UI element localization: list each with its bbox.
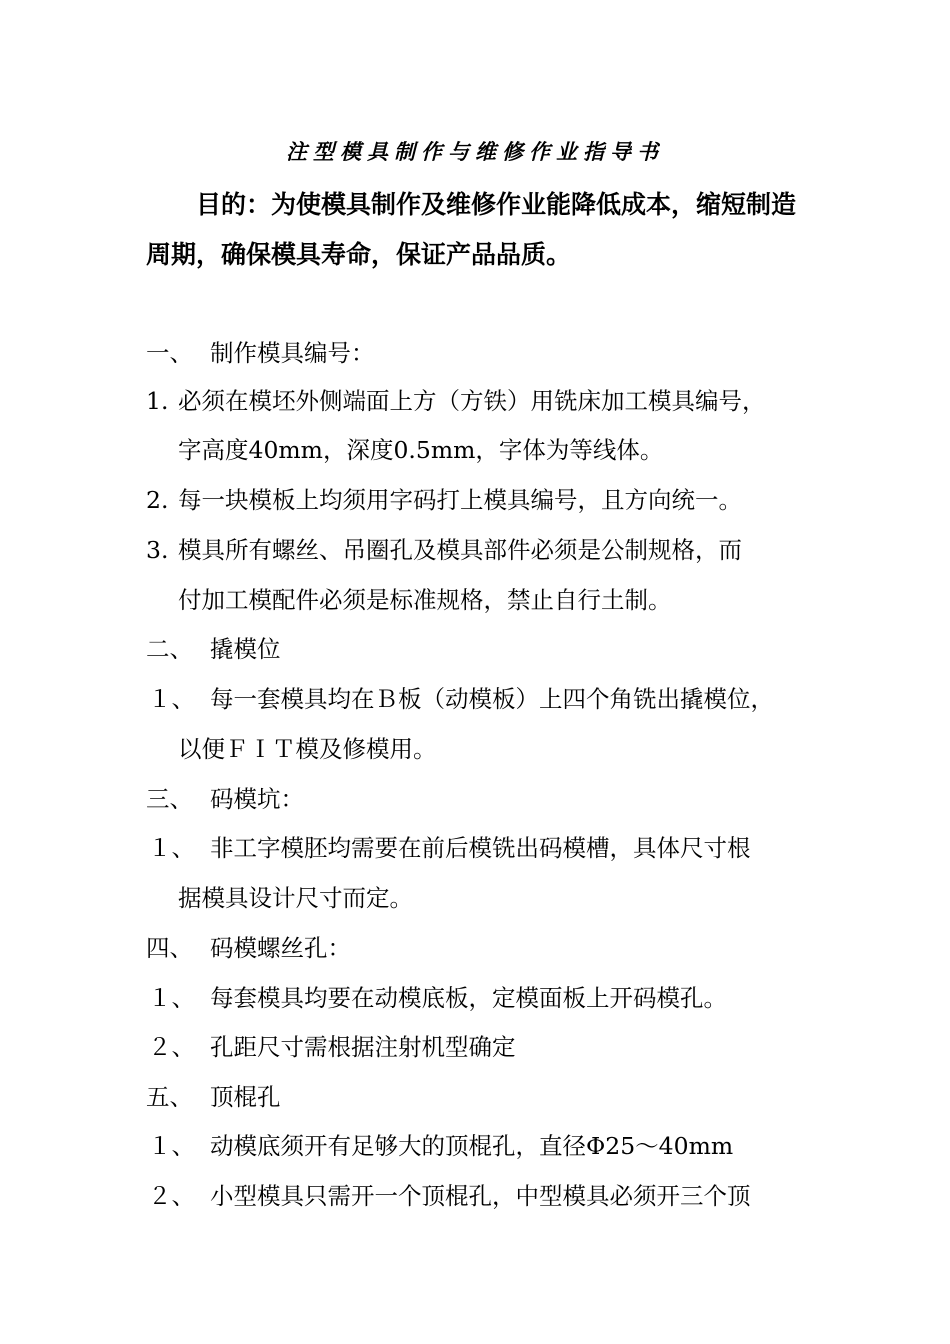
item-number: １、 xyxy=(148,1132,195,1160)
section-1-heading xyxy=(146,338,375,368)
section-number: 三、 xyxy=(146,785,193,813)
list-item xyxy=(146,1032,516,1062)
purpose-paragraph: 目的：为使模具制作及维修作业能降低成本，缩短制造周期，确保模具寿命，保证产品品质。 xyxy=(146,190,797,269)
item-number: ２、 xyxy=(148,1033,195,1061)
list-item xyxy=(146,983,727,1013)
section-number: 五、 xyxy=(146,1083,193,1111)
item-text: 必须在模坯外侧端面上方（方铁）用铣床加工模具编号， xyxy=(178,387,766,415)
item-text: 小型模具只需开一个顶棍孔，中型模具必须开三个顶 xyxy=(210,1182,751,1210)
item-text: 动模底须开有足够大的顶棍孔，直径Φ25～40mm xyxy=(210,1132,734,1160)
item-text: 每一块模板上均须用字码打上模具编号，且方向统一。 xyxy=(178,486,742,514)
item-text: 非工字模胚均需要在前后模铣出码模槽，具体尺寸根 xyxy=(210,834,751,862)
list-item xyxy=(146,684,774,714)
item-text: 模具所有螺丝、吊圈孔及模具部件必须是公制规格，而 xyxy=(178,536,742,564)
list-item xyxy=(146,485,742,515)
item-text: 每一套模具均在Ｂ板（动模板）上四个角铣出撬模位， xyxy=(210,685,774,713)
item-number: ２、 xyxy=(148,1182,195,1210)
item-number: １、 xyxy=(148,834,195,862)
section-title: 码模坑： xyxy=(210,785,304,813)
section-number: 四、 xyxy=(146,934,193,962)
list-item xyxy=(146,386,766,416)
item-text-continuation: 据模具设计尺寸而定。 xyxy=(178,884,413,912)
section-2-heading xyxy=(146,634,281,664)
item-text-continuation: 付加工模配件必须是标准规格，禁止自行土制。 xyxy=(178,586,672,614)
item-text-continuation: 以便ＦＩＴ模及修模用。 xyxy=(178,735,437,763)
section-3-heading xyxy=(146,784,304,814)
item-number: 1. xyxy=(146,387,169,415)
section-title: 码模螺丝孔： xyxy=(210,934,351,962)
item-number: １、 xyxy=(148,984,195,1012)
item-number: 3. xyxy=(146,536,169,564)
item-text: 每套模具均要在动模底板，定模面板上开码模孔。 xyxy=(210,984,727,1012)
section-title: 撬模位 xyxy=(210,635,281,663)
section-4-heading xyxy=(146,933,351,963)
list-item xyxy=(146,1131,733,1161)
item-text-continuation: 字高度40mm，深度0.5mm，字体为等线体。 xyxy=(178,436,664,464)
list-item xyxy=(146,1181,751,1211)
list-item xyxy=(146,833,751,863)
section-5-heading xyxy=(146,1082,281,1112)
document-title: 注型模具制作与维修作业指导书 xyxy=(286,139,664,164)
section-number: 一、 xyxy=(146,339,193,367)
list-item xyxy=(146,535,742,565)
item-text: 孔距尺寸需根据注射机型确定 xyxy=(210,1033,516,1061)
section-number: 二、 xyxy=(146,635,193,663)
item-number: １、 xyxy=(148,685,195,713)
section-title: 制作模具编号： xyxy=(210,339,375,367)
item-number: 2. xyxy=(146,486,169,514)
section-title: 顶棍孔 xyxy=(210,1083,281,1111)
